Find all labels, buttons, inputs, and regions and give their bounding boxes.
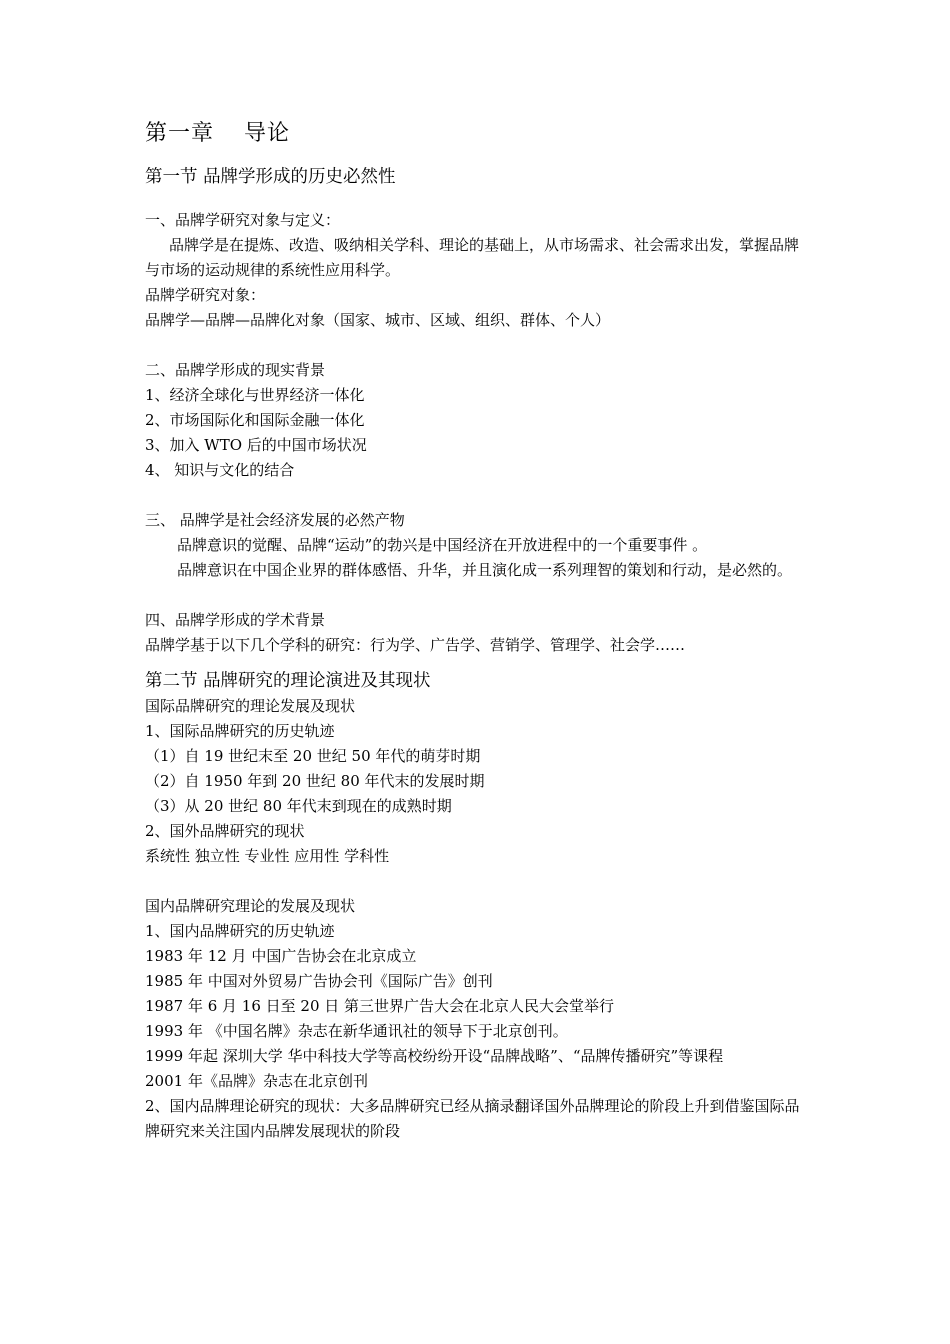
part-1-object-text: 品牌学—品牌—品牌化对象（国家、城市、区域、组织、群体、个人） [145,311,611,329]
section-1-title: 第一节 品牌学形成的历史必然性 [145,167,396,187]
list-item: 4、 知识与文化的结合 [145,461,295,479]
list-item: （1）自 19 世纪末至 20 世纪 50 年代的萌芽时期 [145,747,481,765]
part-1-object-label: 品牌学研究对象： [145,286,266,304]
part-2-heading: 二、品牌学形成的现实背景 [145,361,326,379]
part-1-heading: 一、品牌学研究对象与定义： [145,211,341,229]
part-3-heading: 三、 品牌学是社会经济发展的必然产物 [145,511,405,529]
part-4-heading: 四、品牌学形成的学术背景 [145,611,326,629]
list-item: 2、市场国际化和国际金融一体化 [145,411,365,429]
intl-traits: 系统性 独立性 专业性 应用性 学科性 [145,847,390,865]
list-item: 1983 年 12 月 中国广告协会在北京成立 [145,947,417,965]
document-body [145,118,810,1144]
intl-sub-1: 1、国际品牌研究的历史轨迹 [145,722,335,740]
part-4-text: 品牌学基于以下几个学科的研究：行为学、广告学、营销学、管理学、社会学…… [145,636,686,654]
domestic-sub-1: 1、国内品牌研究的历史轨迹 [145,922,335,940]
list-item: （2）自 1950 年到 20 世纪 80 年代末的发展时期 [145,772,485,790]
list-item: 1987 年 6 月 16 日至 20 日 第三世界广告大会在北京人民大会堂举行 [145,997,615,1015]
list-item: 3、加入 WTO 后的中国市场状况 [145,436,367,454]
section-2-title: 第二节 品牌研究的理论演进及其现状 [145,671,431,691]
list-item: 1999 年起 深圳大学 华中科技大学等高校纷纷开设“品牌战略”、“品牌传播研究”等课程 [145,1047,724,1065]
part-1-definition: 品牌学是在提炼、改造、吸纳相关学科、理论的基础上，从市场需求、社会需求出发，掌握品牌与市场的运动规律的系统性应用科学。 [145,236,800,279]
list-item: 2001 年《品牌》杂志在北京创刊 [145,1072,368,1090]
intl-sub-2: 2、国外品牌研究的现状 [145,822,305,840]
chapter-title [145,118,810,150]
chapter-name: 导论 [244,121,291,146]
chapter-label: 第一章 [145,121,215,146]
list-item: 1985 年 中国对外贸易广告协会刊《国际广告》创刊 [145,972,493,990]
part-3-paragraph-2: 品牌意识在中国企业界的群体感悟、升华，并且演化成一系列理智的策划和行动，是必然的。 [177,561,793,579]
list-item: （3）从 20 世纪 80 年代末到现在的成熟时期 [145,797,452,815]
domestic-sub-2: 2、国内品牌理论研究的现状：大多品牌研究已经从摘录翻译国外品牌理论的阶段上升到借鉴国际品牌研究来关注国内品牌发展现状的阶段 [145,1097,800,1140]
intl-heading: 国际品牌研究的理论发展及现状 [145,697,356,715]
list-item: 1、经济全球化与世界经济一体化 [145,386,365,404]
domestic-heading: 国内品牌研究理论的发展及现状 [145,897,356,915]
part-3-paragraph-1: 品牌意识的觉醒、品牌“运动”的勃兴是中国经济在开放进程中的一个重要事件 。 [177,536,708,554]
list-item: 1993 年 《中国名牌》杂志在新华通讯社的领导下于北京创刊。 [145,1022,568,1040]
